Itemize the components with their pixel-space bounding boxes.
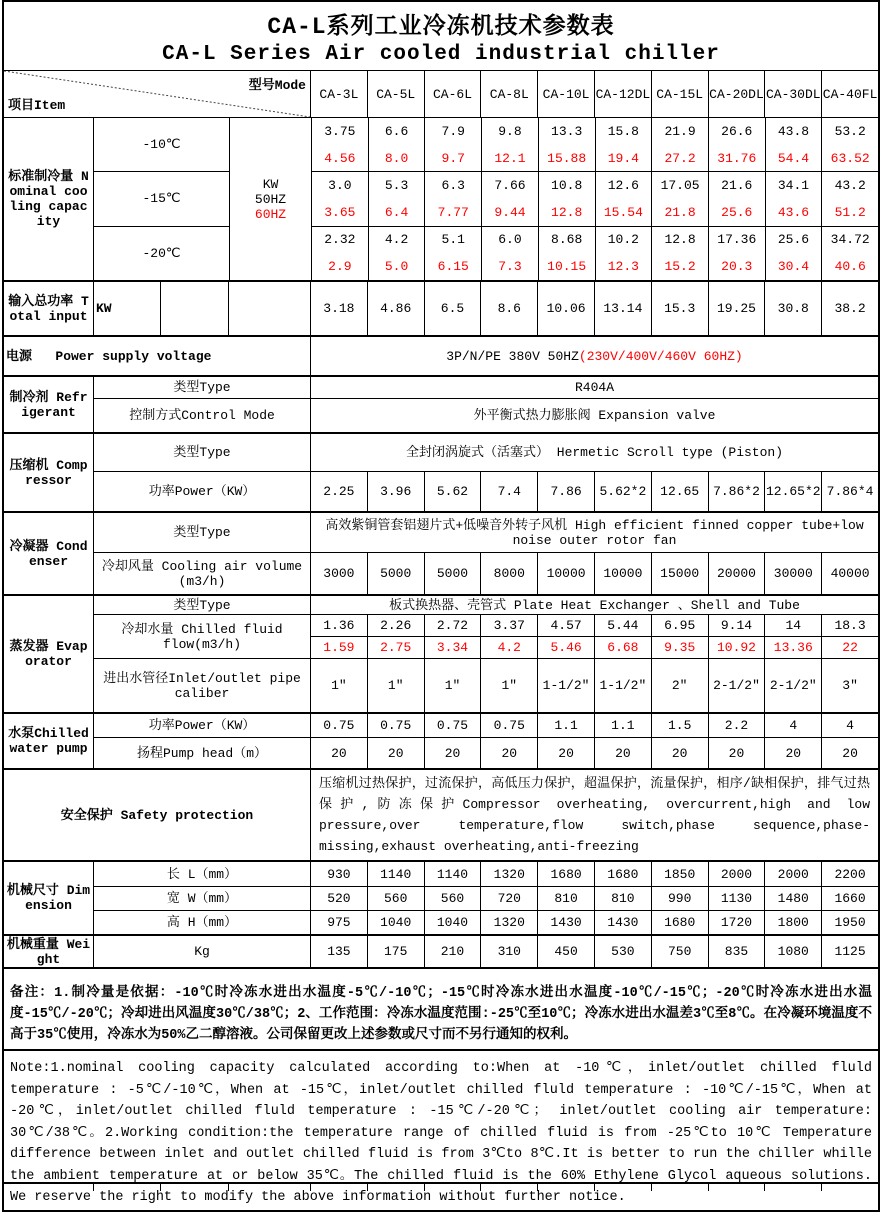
value-cell: 310 (480, 936, 537, 967)
evaporator-flow-60hz (310, 636, 878, 658)
value-cell: 17.36 (708, 227, 765, 254)
power-supply-50hz: 3P/N/PE 380V 50HZ (446, 348, 579, 364)
value-cell: 30.8 (764, 282, 821, 335)
total-input-label: 输入总功率 Total input (8, 293, 89, 324)
value-cell: 6.68 (594, 637, 651, 658)
value-cell: 14 (764, 615, 821, 636)
value-cell: 4.86 (367, 282, 424, 335)
condenser-label: 冷凝器 Condenser (9, 538, 88, 569)
value-cell: 1″ (480, 659, 537, 712)
value-cell: 5000 (424, 553, 481, 594)
evaporator-section (4, 594, 878, 712)
value-cell: 12.1 (481, 145, 538, 172)
weight-label: 机械重量 Weight (6, 936, 91, 967)
value-cell: 5.0 (368, 253, 425, 280)
value-cell: 20 (594, 738, 651, 768)
value-cell: 8.68 (538, 227, 595, 254)
value-cell: 990 (651, 887, 708, 910)
value-cell: 30000 (764, 553, 821, 594)
value-cell: 135 (310, 936, 367, 967)
compressor-section (4, 432, 878, 511)
capacity-unit-cell (229, 118, 311, 280)
value-cell: 2.9 (311, 253, 368, 280)
value-cell: 1.36 (310, 615, 367, 636)
empty-cell (4, 1184, 93, 1191)
safety-section (4, 768, 878, 860)
value-cell: 7.3 (481, 253, 538, 280)
value-cell: 3.18 (310, 282, 367, 335)
title-block (4, 2, 878, 70)
water-pump-section (4, 712, 878, 768)
value-cell: 1125 (821, 936, 878, 967)
value-cell: 1″ (367, 659, 424, 712)
value-cell: 3.65 (311, 199, 368, 226)
value-cell: 2.25 (310, 472, 367, 511)
value-cell: CA-8L (480, 71, 537, 117)
value-cell: 1430 (537, 911, 594, 934)
value-cell: 21.9 (651, 118, 708, 145)
pump-power-values (310, 714, 878, 737)
capacity-60hz-row (311, 199, 878, 226)
weight-unit: Kg (93, 936, 310, 967)
value-cell: CA-40FL (821, 71, 878, 117)
value-cell: 1680 (594, 862, 651, 886)
value-cell: 1-1/2″ (537, 659, 594, 712)
value-cell: 1800 (764, 911, 821, 934)
value-cell: 12.8 (651, 227, 708, 254)
refrigerant-section (4, 375, 878, 432)
empty-cell (228, 1184, 310, 1191)
dimension-section (4, 860, 878, 934)
value-cell: 20 (764, 738, 821, 768)
dimension-length-values (310, 862, 878, 886)
value-cell: 0.75 (367, 714, 424, 737)
value-cell: 51.2 (821, 199, 878, 226)
value-cell: 1130 (708, 887, 765, 910)
value-cell: 12.8 (538, 199, 595, 226)
model-columns (310, 71, 878, 117)
value-cell: 5.44 (594, 615, 651, 636)
dimension-height-label: 高 H（mm） (93, 911, 310, 934)
value-cell: 520 (310, 887, 367, 910)
value-cell: 22 (821, 637, 878, 658)
value-cell: 1950 (821, 911, 878, 934)
value-cell: 2-1/2″ (764, 659, 821, 712)
value-cell: 9.14 (708, 615, 765, 636)
value-cell: CA-30DL (764, 71, 821, 117)
value-cell: 10000 (594, 553, 651, 594)
power-supply-60hz: (230V/400V/460V 60HZ) (578, 348, 743, 364)
value-cell: 1140 (367, 862, 424, 886)
value-cell: 20 (310, 738, 367, 768)
header-diagonal-cell (4, 71, 310, 117)
value-cell: 6.3 (424, 172, 481, 199)
value-cell: 7.86*2 (708, 472, 765, 511)
value-cell: 1040 (367, 911, 424, 934)
value-cell: 40.6 (821, 253, 878, 280)
temperature-column (93, 118, 229, 280)
value-cell: 10.06 (537, 282, 594, 335)
value-cell: 9.35 (651, 637, 708, 658)
temp-cell: -10℃ (142, 137, 181, 153)
value-cell: 6.15 (424, 253, 481, 280)
value-cell: 4.2 (368, 227, 425, 254)
value-cell: 6.95 (651, 615, 708, 636)
value-cell: 20 (537, 738, 594, 768)
value-cell: 34.72 (821, 227, 878, 254)
value-cell: 3.34 (424, 637, 481, 658)
total-input-unit: KW (93, 282, 160, 335)
value-cell: 43.2 (821, 172, 878, 199)
value-cell: 2-1/2″ (708, 659, 765, 712)
unit-60hz: 60HZ (254, 206, 287, 222)
value-cell: 9.44 (481, 199, 538, 226)
weight-values (310, 936, 878, 967)
value-cell: 4.2 (480, 637, 537, 658)
capacity-row-minus10 (311, 118, 878, 171)
evaporator-type-label: 类型Type (93, 596, 310, 614)
value-cell: 7.4 (480, 472, 537, 511)
value-cell: 15.54 (595, 199, 652, 226)
value-cell: 7.9 (424, 118, 481, 145)
spec-sheet (2, 0, 880, 1212)
refrigerant-control-value: 外平衡式热力膨胀阀 Expansion valve (310, 399, 878, 432)
note-en: Note:1.nominal cooling capacity calculated according to:When at -10℃，inlet/outlet chilled fluld temperature : -5℃/-10℃，When at -15℃，inlet/outlet chilled fluld temperature : -10℃/-15℃，When at -20℃，inlet/outlet chilled fluld temperature : -15℃/-20℃； inlet/outlet cooling air temperature: 30℃/38℃。2.Working condition:the temperature range of chilled fluid is from -25℃to 10℃ Temperature difference between inlet and outlet chilled fluid is from 3℃to 8℃.It is better to run the chiller whille the ambient temperature at or below 35℃。The chilled fluid is the 60% Ethylene Glycol aqueous solutions. We reserve the right to modify the above information without further notice. (4, 1049, 878, 1182)
value-cell: 975 (310, 911, 367, 934)
value-cell: 1660 (821, 887, 878, 910)
dimension-height-values (310, 911, 878, 934)
value-cell: 560 (424, 887, 481, 910)
pump-head-label: 扬程Pump head（m） (93, 738, 310, 768)
value-cell: 4 (764, 714, 821, 737)
value-cell: 1320 (480, 911, 537, 934)
value-cell: CA-6L (424, 71, 481, 117)
value-cell: 8000 (480, 553, 537, 594)
power-supply-section (4, 335, 878, 375)
empty-cells (310, 1184, 878, 1191)
safety-value: 压缩机过热保护，过流保护，高低压力保护，超温保护，流量保护，相序/缺相保护，排气过热保护,防冻保护Compressor overheating, overcurrent,high and low pressure,over temperature,flow switch,phase sequence,phase-missing,exhaust overheating,anti-freezing (310, 770, 878, 860)
value-cell: 7.86 (537, 472, 594, 511)
value-cell: 560 (367, 887, 424, 910)
value-cell: 63.52 (821, 145, 878, 172)
value-cell: 20 (424, 738, 481, 768)
value-cell: 2200 (821, 862, 878, 886)
condenser-airflow-values (310, 553, 878, 594)
value-cell: 2.2 (708, 714, 765, 737)
value-cell: 6.6 (368, 118, 425, 145)
value-cell: 43.6 (765, 199, 822, 226)
empty-cell (93, 1184, 160, 1191)
empty-cell (228, 282, 310, 335)
value-cell: 5.46 (537, 637, 594, 658)
value-cell: 7.86*4 (821, 472, 878, 511)
value-cell: 9.7 (424, 145, 481, 172)
value-cell: 1140 (424, 862, 481, 886)
value-cell: 210 (424, 936, 481, 967)
value-cell: 1.1 (537, 714, 594, 737)
value-cell: 1040 (424, 911, 481, 934)
capacity-row-minus20 (311, 226, 878, 280)
value-cell: 1680 (537, 862, 594, 886)
value-cell: 5.1 (424, 227, 481, 254)
value-cell: 5.62*2 (594, 472, 651, 511)
pump-power-label: 功率Power（KW） (93, 714, 310, 737)
compressor-label: 压缩机 Compressor (9, 457, 88, 488)
value-cell: 27.2 (651, 145, 708, 172)
value-cell: 1720 (708, 911, 765, 934)
value-cell: 1680 (651, 911, 708, 934)
cooling-capacity-section (4, 117, 878, 280)
value-cell: 12.6 (595, 172, 652, 199)
value-cell: 1850 (651, 862, 708, 886)
value-cell: 1080 (764, 936, 821, 967)
value-cell: 4.56 (311, 145, 368, 172)
value-cell: 3.0 (311, 172, 368, 199)
value-cell: 1″ (310, 659, 367, 712)
value-cell: 5.3 (368, 172, 425, 199)
value-cell: CA-3L (310, 71, 367, 117)
capacity-60hz-row (311, 145, 878, 172)
compressor-power-label: 功率Power（KW） (93, 472, 310, 511)
value-cell: 54.4 (765, 145, 822, 172)
value-cell: 2.32 (311, 227, 368, 254)
value-cell: 21.8 (651, 199, 708, 226)
total-input-section (4, 280, 878, 335)
value-cell: 6.5 (424, 282, 481, 335)
item-axis-label: 项目Item (8, 98, 66, 113)
value-cell: 810 (594, 887, 651, 910)
value-cell: 930 (310, 862, 367, 886)
capacity-50hz-row (311, 172, 878, 199)
page-title-zh: CA-L系列工业冷冻机技术参数表 (267, 14, 615, 40)
value-cell: 31.76 (708, 145, 765, 172)
temp-cell: -20℃ (94, 226, 229, 280)
value-cell: 12.3 (595, 253, 652, 280)
capacity-60hz-row (311, 253, 878, 280)
value-cell: 750 (651, 936, 708, 967)
value-cell: 5000 (367, 553, 424, 594)
value-cell: 1-1/2″ (594, 659, 651, 712)
value-cell: 13.3 (538, 118, 595, 145)
value-cell: 175 (367, 936, 424, 967)
value-cell: 1.59 (310, 637, 367, 658)
dimension-width-label: 宽 W（mm） (93, 887, 310, 910)
value-cell: 26.6 (708, 118, 765, 145)
value-cell: 15.3 (651, 282, 708, 335)
value-cell: CA-20DL (708, 71, 765, 117)
value-cell: 8.6 (480, 282, 537, 335)
page-title-en: CA-L Series Air cooled industrial chiller (162, 43, 720, 66)
dimension-width-values (310, 887, 878, 910)
value-cell: 40000 (821, 553, 878, 594)
capacity-50hz-row (311, 227, 878, 254)
value-cell: 20.3 (708, 253, 765, 280)
value-cell: 30.4 (765, 253, 822, 280)
value-cell: CA-5L (367, 71, 424, 117)
pump-head-values (310, 738, 878, 768)
value-cell: 4 (821, 714, 878, 737)
value-cell: 20 (367, 738, 424, 768)
unit-50hz: 50HZ (254, 191, 287, 207)
weight-section (4, 934, 878, 967)
value-cell: 2″ (651, 659, 708, 712)
refrigerant-control-label: 控制方式Control Mode (93, 399, 310, 432)
value-cell: 13.36 (764, 637, 821, 658)
value-cell: 4.57 (537, 615, 594, 636)
model-axis-label: 型号Mode (248, 78, 306, 93)
value-cell: 38.2 (821, 282, 878, 335)
compressor-power-values (310, 472, 878, 511)
value-cell: 0.75 (480, 714, 537, 737)
value-cell: 450 (537, 936, 594, 967)
capacity-values (311, 118, 878, 280)
value-cell: 7.66 (481, 172, 538, 199)
note-zh: 备注：1.制冷量是依据：-10℃时冷冻水进出水温度-5℃/-10℃；-15℃时冷冻水进出水温度-10℃/-15℃；-20℃时冷冻水进出水温度-15℃/-20℃；冷却进出风温度30℃/38℃；2、工作范围：冷冻水温度范围:-25℃至10℃；冷冻水进出水温差3℃至8℃。在冷凝环境温度不高于35℃使用，冷冻水为50%乙二醇溶液。公司保留更改上述参数或尺寸而不另行通知的权利。 (4, 967, 878, 1049)
value-cell: 20 (651, 738, 708, 768)
value-cell: 530 (594, 936, 651, 967)
value-cell: 5.62 (424, 472, 481, 511)
value-cell: 34.1 (765, 172, 822, 199)
value-cell: 25.6 (765, 227, 822, 254)
capacity-row-minus15 (311, 171, 878, 225)
value-cell: 10.15 (538, 253, 595, 280)
evaporator-label: 蒸发器 Evaporator (9, 639, 88, 669)
value-cell: CA-10L (537, 71, 594, 117)
dimension-label: 机械尺寸 Dimension (6, 883, 91, 913)
value-cell: 3.37 (480, 615, 537, 636)
compressor-type-value: 全封闭涡旋式（活塞式） Hermetic Scroll type (Piston) (310, 434, 878, 471)
value-cell: 0.75 (310, 714, 367, 737)
power-supply-value (310, 337, 878, 375)
value-cell: 10.8 (538, 172, 595, 199)
value-cell: 810 (537, 887, 594, 910)
condenser-type-label: 类型Type (93, 513, 310, 552)
value-cell: 835 (708, 936, 765, 967)
power-supply-label: 电源 Power supply voltage (6, 348, 212, 364)
value-cell: 43.8 (765, 118, 822, 145)
value-cell: 21.6 (708, 172, 765, 199)
value-cell: 53.2 (821, 118, 878, 145)
evaporator-pipe-values (310, 659, 878, 712)
value-cell: 3.96 (367, 472, 424, 511)
value-cell: CA-12DL (594, 71, 651, 117)
value-cell: 10000 (537, 553, 594, 594)
cutoff-row (4, 1182, 878, 1191)
capacity-50hz-row (311, 118, 878, 145)
value-cell: 3″ (821, 659, 878, 712)
value-cell: 2.72 (424, 615, 481, 636)
value-cell: 2000 (708, 862, 765, 886)
value-cell: 0.75 (424, 714, 481, 737)
value-cell: 15.2 (651, 253, 708, 280)
evaporator-pipe-label: 进出水管径Inlet/outlet pipe caliber (93, 659, 310, 712)
value-cell: 10.2 (595, 227, 652, 254)
value-cell: 13.14 (594, 282, 651, 335)
value-cell: 9.8 (481, 118, 538, 145)
evaporator-flow-50hz (310, 615, 878, 636)
value-cell: 20 (708, 738, 765, 768)
value-cell: 3.75 (311, 118, 368, 145)
empty-cell (160, 282, 228, 335)
value-cell: 3000 (310, 553, 367, 594)
value-cell: 1.1 (594, 714, 651, 737)
evaporator-type-value: 板式换热器、壳管式 Plate Heat Exchanger 、Shell and Tube (310, 596, 878, 614)
value-cell: 17.05 (651, 172, 708, 199)
empty-cell (160, 1184, 228, 1191)
value-cell: 6.0 (481, 227, 538, 254)
value-cell: 15.88 (538, 145, 595, 172)
condenser-airflow-label: 冷却风量 Cooling air volume (m3/h) (93, 553, 310, 594)
safety-label: 安全保护 Safety protection (60, 807, 254, 823)
value-cell: 25.6 (708, 199, 765, 226)
value-cell: 19.4 (595, 145, 652, 172)
value-cell: 2000 (764, 862, 821, 886)
condenser-section (4, 511, 878, 594)
value-cell: 1.5 (651, 714, 708, 737)
value-cell: 2.75 (367, 637, 424, 658)
refrigerant-type-label: 类型Type (93, 377, 310, 398)
total-input-values (310, 282, 878, 335)
value-cell: 1430 (594, 911, 651, 934)
value-cell: 8.0 (368, 145, 425, 172)
value-cell: 15.8 (595, 118, 652, 145)
value-cell: CA-15L (651, 71, 708, 117)
value-cell: 1″ (424, 659, 481, 712)
refrigerant-label: 制冷剂 Refrigerant (9, 389, 88, 420)
refrigerant-type-value: R404A (310, 377, 878, 398)
value-cell: 720 (480, 887, 537, 910)
compressor-type-label: 类型Type (93, 434, 310, 471)
value-cell: 6.4 (368, 199, 425, 226)
value-cell: 20 (480, 738, 537, 768)
unit-kw: KW (262, 176, 279, 192)
value-cell: 20 (821, 738, 878, 768)
temp-cell: -15℃ (94, 171, 229, 225)
water-pump-label: 水泵Chilled water pump (8, 726, 89, 756)
value-cell: 12.65*2 (764, 472, 821, 511)
value-cell: 19.25 (708, 282, 765, 335)
value-cell: 20000 (708, 553, 765, 594)
value-cell: 7.77 (424, 199, 481, 226)
value-cell: 12.65 (651, 472, 708, 511)
dimension-length-label: 长 L（mm） (93, 862, 310, 886)
condenser-type-value: 高效紫铜管套铝翅片式+低噪音外转子风机 High efficient finned copper tube+low noise outer rotor fan (310, 513, 878, 552)
value-cell: 10.92 (708, 637, 765, 658)
value-cell: 1320 (480, 862, 537, 886)
header-section (4, 70, 878, 117)
value-cell: 2.26 (367, 615, 424, 636)
evaporator-flow-label: 冷却水量 Chilled fluid flow(m3/h) (93, 615, 310, 658)
value-cell: 18.3 (821, 615, 878, 636)
cooling-capacity-label: 标准制冷量 Nominal cooling capacity (8, 169, 89, 229)
value-cell: 15000 (651, 553, 708, 594)
value-cell: 1480 (764, 887, 821, 910)
